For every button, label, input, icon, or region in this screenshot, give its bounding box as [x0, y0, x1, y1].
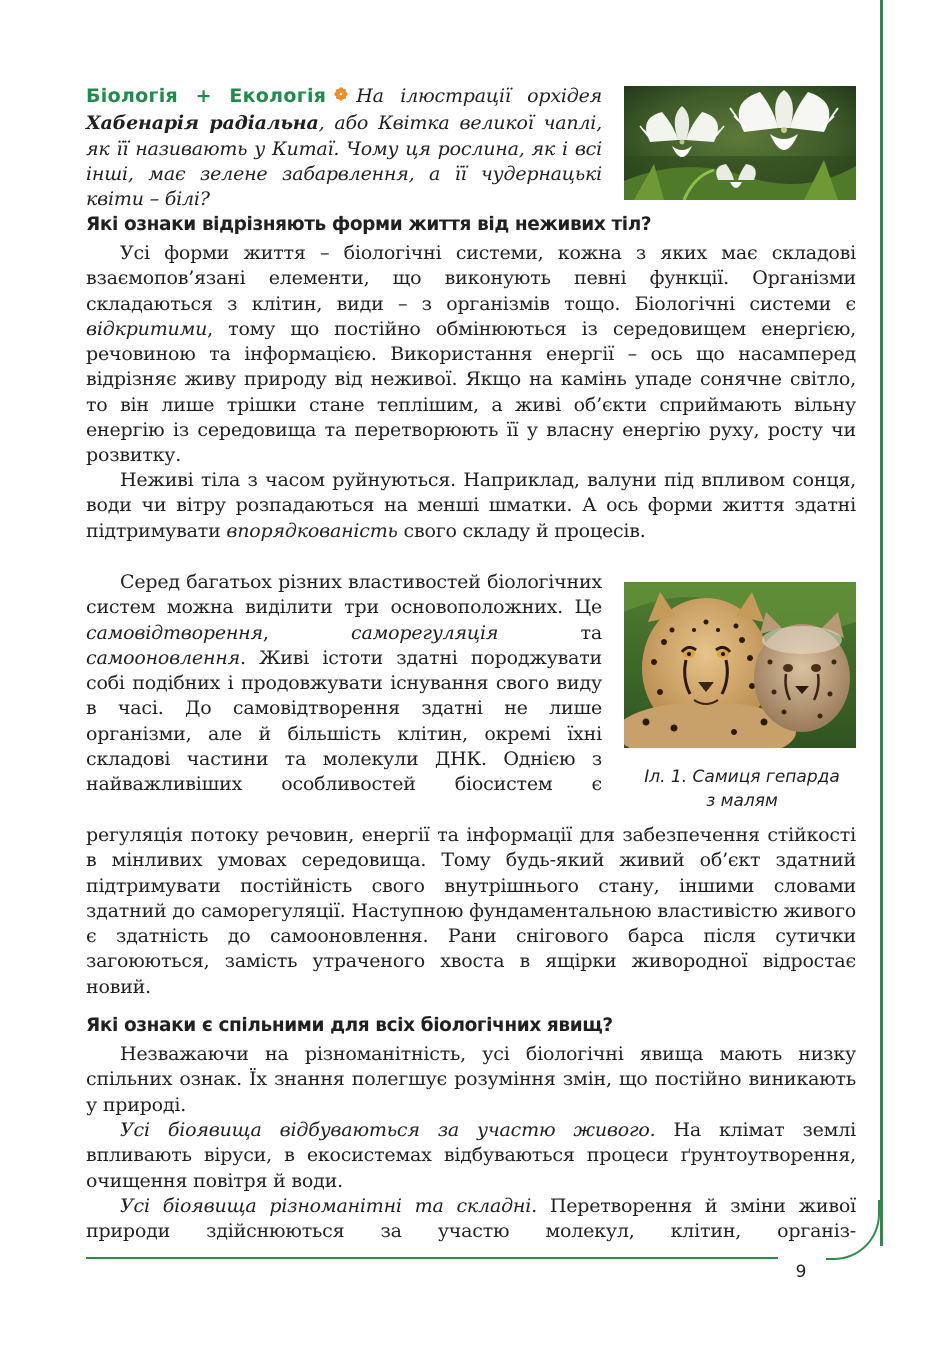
- subject-label: Біологія + Екологія: [86, 85, 327, 108]
- plant-name: Хабенарія радіальна: [86, 112, 319, 135]
- page-frame-bottom-line: [86, 1257, 778, 1259]
- paragraph-common-features: Незважаючи на різноманітність, усі біологічні явища мають низку спільних ознак. Їх знання полегшує розуміння змін, що постійно виникають у природі.: [86, 1043, 856, 1116]
- paragraph-properties-continued: регуляція потоку речовин, енергії та інформації для забезпечення стійкості в мінливих умовах середовища. Тому будь-який живий об’єкт здатний підтримувати постійність свого внутрішнього стану, іншими словами здатний до саморегуляції. Наступною фундаментальною властивістю живого є здатність до самооновлення. Рани снігового барса після сутички загоюються, замість утраченого хвоста в ящірки живородної відростає новий.: [86, 824, 856, 998]
- page-frame-right-line: [880, 0, 883, 1246]
- flower-icon: [334, 83, 348, 108]
- section-heading-common-features: Які ознаки є спільними для всіх біологічних явищ?: [86, 1015, 613, 1036]
- intro-paragraph: Біологія + Екологія На ілюстрації орхідея Хабенарія радіальна, або Квітка великої чаплі, як її називають у Китаї. Чому ця рослина, як і всі інші, має зелене забарвлення, а її чудернацькі квіти – білі?: [86, 83, 602, 212]
- paragraph-nonliving-bodies: Неживі тіла з часом руйнуються. Наприклад, валуни під впливом сонця, води чи вітру розпадаються на менші шматки. А ось форми життя здатні підтримувати впорядкованість свого складу й процесів.: [86, 469, 856, 542]
- paragraph-diverse-complex: Усі біоявища різноманітні та складні. Перетворення й зміни живої природи здійснюються за участю молекул, клітин, організ-: [86, 1195, 856, 1243]
- page-number: 9: [795, 1262, 807, 1282]
- paragraph-properties: Серед багатьох різних властивостей біологічних систем можна виділити три основоположних. Це самовідтворення, саморегуляція та самооновлення. Живі істоти здатні породжувати собі подібних і продовжувати існування свого виду в часі. До самовідтворення здатні не лише організми, але й більшість клітин, окремі їхні складові частини та молекули ДНК. Однією з найважливіших особливостей біосистем є: [86, 571, 602, 796]
- section-heading-life-forms: Які ознаки відрізняють форми життя від неживих тіл?: [86, 214, 652, 235]
- orchid-photo: [624, 86, 856, 200]
- figure-caption-line-1: Іл. 1. Самиця гепарда: [644, 767, 840, 787]
- paragraph-with-living: Усі біоявища відбуваються за участю живого. На клімат землі впливають віруси, в екосистемах відбуваються процеси ґрунтоутворення, очищення повітря й води.: [86, 1119, 856, 1192]
- figure-caption-line-2: з малям: [706, 791, 778, 811]
- figure-caption: [622, 765, 862, 813]
- paragraph-biological-systems: Усі форми життя – біологічні системи, кожна з яких має складові взаємопов’язані елементи, що виконують певні функції. Організми складаються з клітин, види – з організмів тощо. Біологічні системи є відкритими, тому що постійно обмінюються із середовищем енергією, речовиною та інформацією. Використання енергії – ось що насамперед відрізняє живу природу від неживої. Якщо на камінь упаде сонячне світло, то він лише трішки стане теплішим, а живі об’єкти сприймають вільну енергію із середовища та перетворюють її у власну енергію руху, росту чи розвитку.: [86, 242, 856, 467]
- cheetah-photo: [624, 582, 856, 748]
